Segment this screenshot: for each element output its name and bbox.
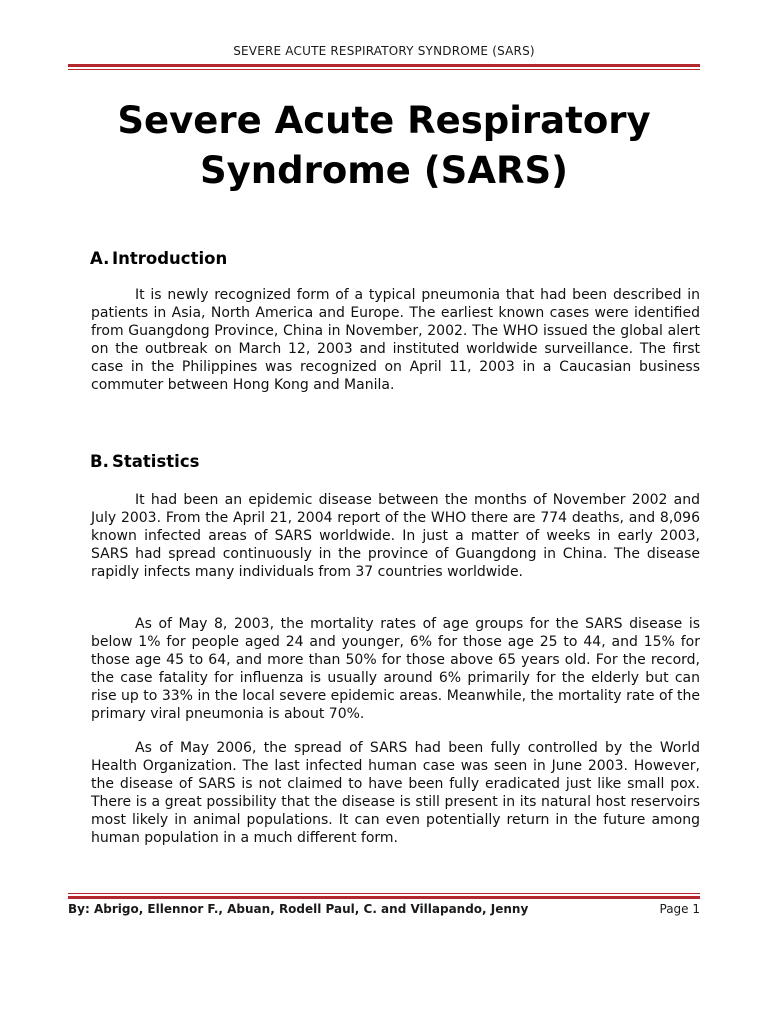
page-number: Page 1: [659, 902, 700, 916]
title-line-1: Severe Acute Respiratory: [117, 99, 651, 142]
section-heading-introduction: [90, 249, 227, 268]
header-rule-thin: [68, 69, 700, 70]
running-header: SEVERE ACUTE RESPIRATORY SYNDROME (SARS): [233, 44, 535, 58]
footer-rule-thin: [68, 893, 700, 894]
statistics-paragraph-1: It had been an epidemic disease between the months of November 2002 and July 2003. From the April 21, 2004 report of the WHO there are 774 deaths, and 8,096 known infected areas of SARS worldwide. In just a matter of weeks in early 2003, SARS had spread continuously in the province of Guangdong in China. The disease rapidly infects many individuals from 37 countries worldwide.: [91, 492, 700, 580]
section-letter: B.: [90, 452, 109, 471]
section-heading-statistics: [90, 452, 199, 471]
page-title: [68, 96, 700, 196]
footer-byline: By: Abrigo, Ellennor F., Abuan, Rodell Paul, C. and Villapando, Jenny: [68, 902, 529, 916]
section-letter: A.: [90, 249, 110, 268]
section-title: Introduction: [112, 249, 228, 268]
header-rule-thick: [68, 64, 700, 67]
statistics-paragraph-2: As of May 8, 2003, the mortality rates of age groups for the SARS disease is below 1% for people aged 24 and younger, 6% for those age 25 to 44, and 15% for those age 45 to 64, and more than 50% for those above 65 years old. For the record, the case fatality for influenza is usually around 6% primarily for the elderly but can rise up to 33% in the local severe epidemic areas. Meanwhile, the mortality rate of the primary viral pneumonia is about 70%.: [91, 616, 700, 722]
footer-rule-thick: [68, 896, 700, 899]
statistics-paragraph-3: As of May 2006, the spread of SARS had been fully controlled by the World Health Organization. The last infected human case was seen in June 2003. However, the disease of SARS is not claimed to have been fully eradicated just like small pox. There is a great possibility that the disease is still present in its natural host reservoirs most likely in animal populations. It can even potentially return in the future among human population in a much different form.: [91, 740, 700, 846]
title-line-2: Syndrome (SARS): [199, 149, 569, 192]
section-title: Statistics: [112, 452, 200, 471]
intro-paragraph: It is newly recognized form of a typical pneumonia that had been described in patients in Asia, North America and Europe. The earliest known cases were identified from Guangdong Province, China in November, 2002. The WHO issued the global alert on the outbreak on March 12, 2003 and instituted worldwide surveillance. The first case in the Philippines was recognized on April 11, 2003 in a Caucasian business commuter between Hong Kong and Manila.: [91, 287, 700, 393]
